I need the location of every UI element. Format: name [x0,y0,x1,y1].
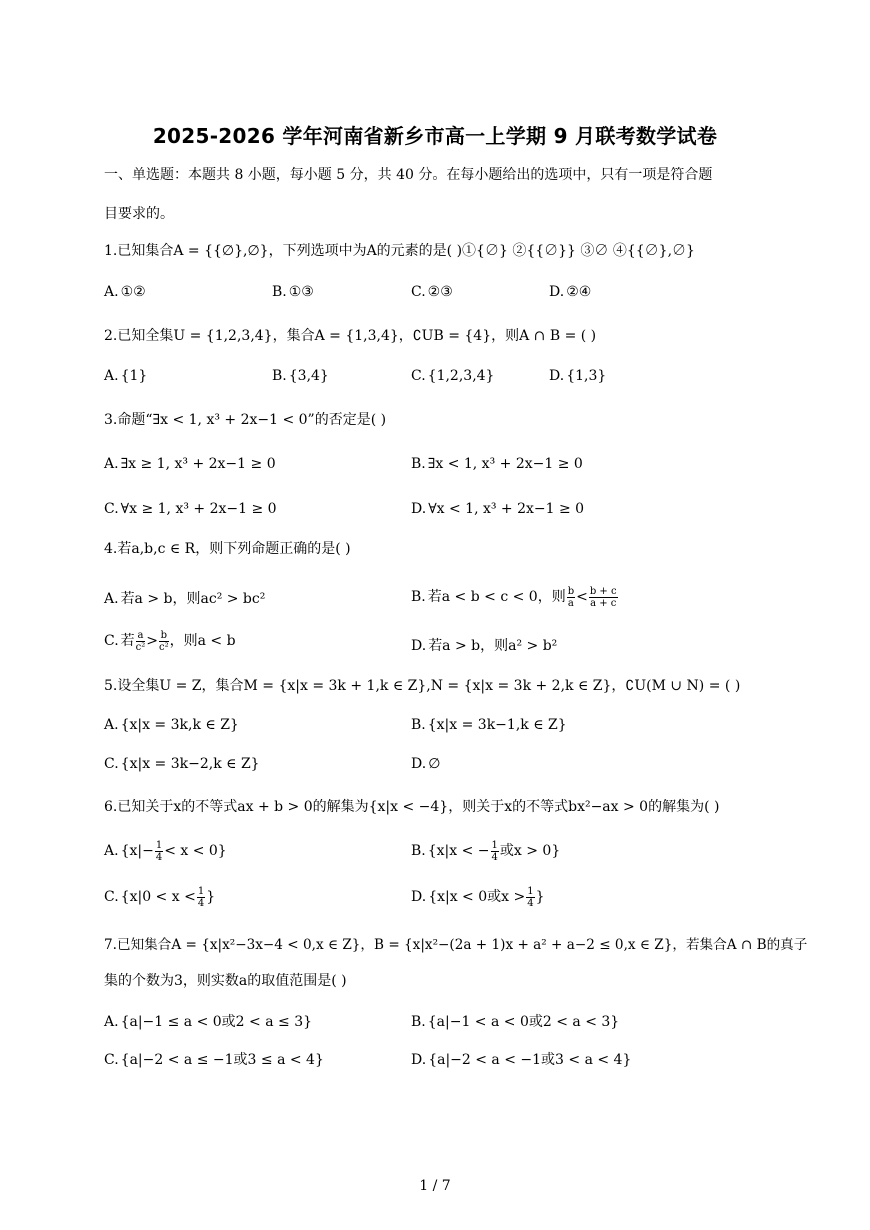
q7-option-d: D. {a|−2 < a < −1或3 < a < 4} [411,1052,632,1068]
q5-option-a: A. {x|x = 3k,k ∈ Z} [104,717,239,733]
question-2-stem: 2.已知全集U = {1,2,3,4}，集合A = {1,3,4}，∁UB = {4}，则A ∩ B = ( ) [104,328,597,344]
q5-option-b: B. {x|x = 3k−1,k ∈ Z} [411,717,567,733]
q3-option-b: B. ∃x < 1, x³ + 2x−1 ≥ 0 [411,456,583,472]
q4-option-d: D. 若a > b，则a² > b² [411,638,558,654]
q7-option-b: B. {a|−1 < a < 0或2 < a < 3} [411,1014,620,1030]
page-title: 2025-2026 学年河南省新乡市高一上学期 9 月联考数学试卷 [152,124,718,148]
q1-option-d: D. ②④ [549,284,592,300]
q3-option-d: D. ∀x < 1, x³ + 2x−1 ≥ 0 [411,501,585,517]
q1-option-a: A. ①② [104,284,146,300]
fraction: $\frac{1}{4}$ [491,839,498,863]
fraction: $\frac{1}{4}$ [197,885,205,909]
question-1-stem: 1.已知集合A = {{∅},∅}，下列选项中为A的元素的是( )①{∅} ②{{∅}} ③∅ ④{{∅},∅} [104,243,695,259]
question-7-stem-line2: 集的个数为3，则实数a的取值范围是( ) [104,973,347,989]
q2-option-b: B. {3,4} [272,368,329,384]
q2-option-d: D. {1,3} [549,368,607,384]
fraction: $\frac{a}{\text{c²}}$ [135,629,146,653]
question-6-stem: 6.已知关于x的不等式ax + b > 0的解集为{x|x < −4}，则关于x的不等式bx²−ax > 0的解集为( ) [104,799,720,815]
q4-option-c: C. 若 $\frac{a}{\text{c²}}$ > $\frac{b}{\text{c²}}$ ，则a < b [104,629,236,653]
question-7-stem-line1: 7.已知集合A = {x|x²−3x−4 < 0,x ∈ Z}，B = {x|x²−(2a + 1)x + a² + a−2 ≤ 0,x ∈ Z}，若集合A ∩ B的真子 [104,937,808,953]
fraction: $\frac{1}{4}$ [527,885,534,909]
q7-option-c: C. {a|−2 < a ≤ −1或3 ≤ a < 4} [104,1052,324,1068]
q1-option-c: C. ②③ [411,284,453,300]
q5-option-d: D. ∅ [411,756,441,772]
fraction: $\frac{b}{a}$ [567,585,575,609]
section-heading-line2: 目要求的。 [104,206,174,222]
question-4-stem: 4.若a,b,c ∈ R，则下列命题正确的是( ) [104,541,351,557]
fraction: $\frac{1}{4}$ [155,839,163,863]
q6-option-a: A. {x|− $\frac{1}{4}$ < x < 0} [104,839,227,863]
q2-option-a: A. {1} [104,368,148,384]
q1-option-b: B. ①③ [272,284,314,300]
q3-option-a: A. ∃x ≥ 1, x³ + 2x−1 ≥ 0 [104,456,276,472]
q4-option-b: B. 若a < b < c < 0，则 $\frac{b}{a}$ < $\frac{b + c}{a + c}$ [411,585,617,609]
section-heading-line1: 一、单选题：本题共 8 小题，每小题 5 分，共 40 分。在每小题给出的选项中，只有一项是符合题 [104,167,713,183]
fraction: $\frac{b + c}{a + c}$ [589,585,617,609]
q7-option-a: A. {a|−1 ≤ a < 0或2 < a ≤ 3} [104,1014,313,1030]
q3-option-c: C. ∀x ≥ 1, x³ + 2x−1 ≥ 0 [104,501,277,517]
question-3-stem: 3.命题“∃x < 1, x³ + 2x−1 < 0”的否定是( ) [104,412,387,428]
q5-option-c: C. {x|x = 3k−2,k ∈ Z} [104,756,260,772]
q4-option-a: A. 若a > b，则ac² > bc² [104,591,266,607]
fraction: $\frac{b}{\text{c²}}$ [159,629,169,653]
q6-option-d: D. {x|x < 0或x > $\frac{1}{4}$ } [411,885,545,909]
question-5-stem: 5.设全集U = Z，集合M = {x|x = 3k + 1,k ∈ Z},N = {x|x = 3k + 2,k ∈ Z}，∁U(M ∪ N) = ( ) [104,678,741,694]
page-number: 1 / 7 [419,1178,451,1194]
q6-option-c: C. {x|0 < x < $\frac{1}{4}$ } [104,885,216,909]
q6-option-b: B. {x|x < − $\frac{1}{4}$ 或x > 0} [411,839,561,863]
q2-option-c: C. {1,2,3,4} [411,368,495,384]
